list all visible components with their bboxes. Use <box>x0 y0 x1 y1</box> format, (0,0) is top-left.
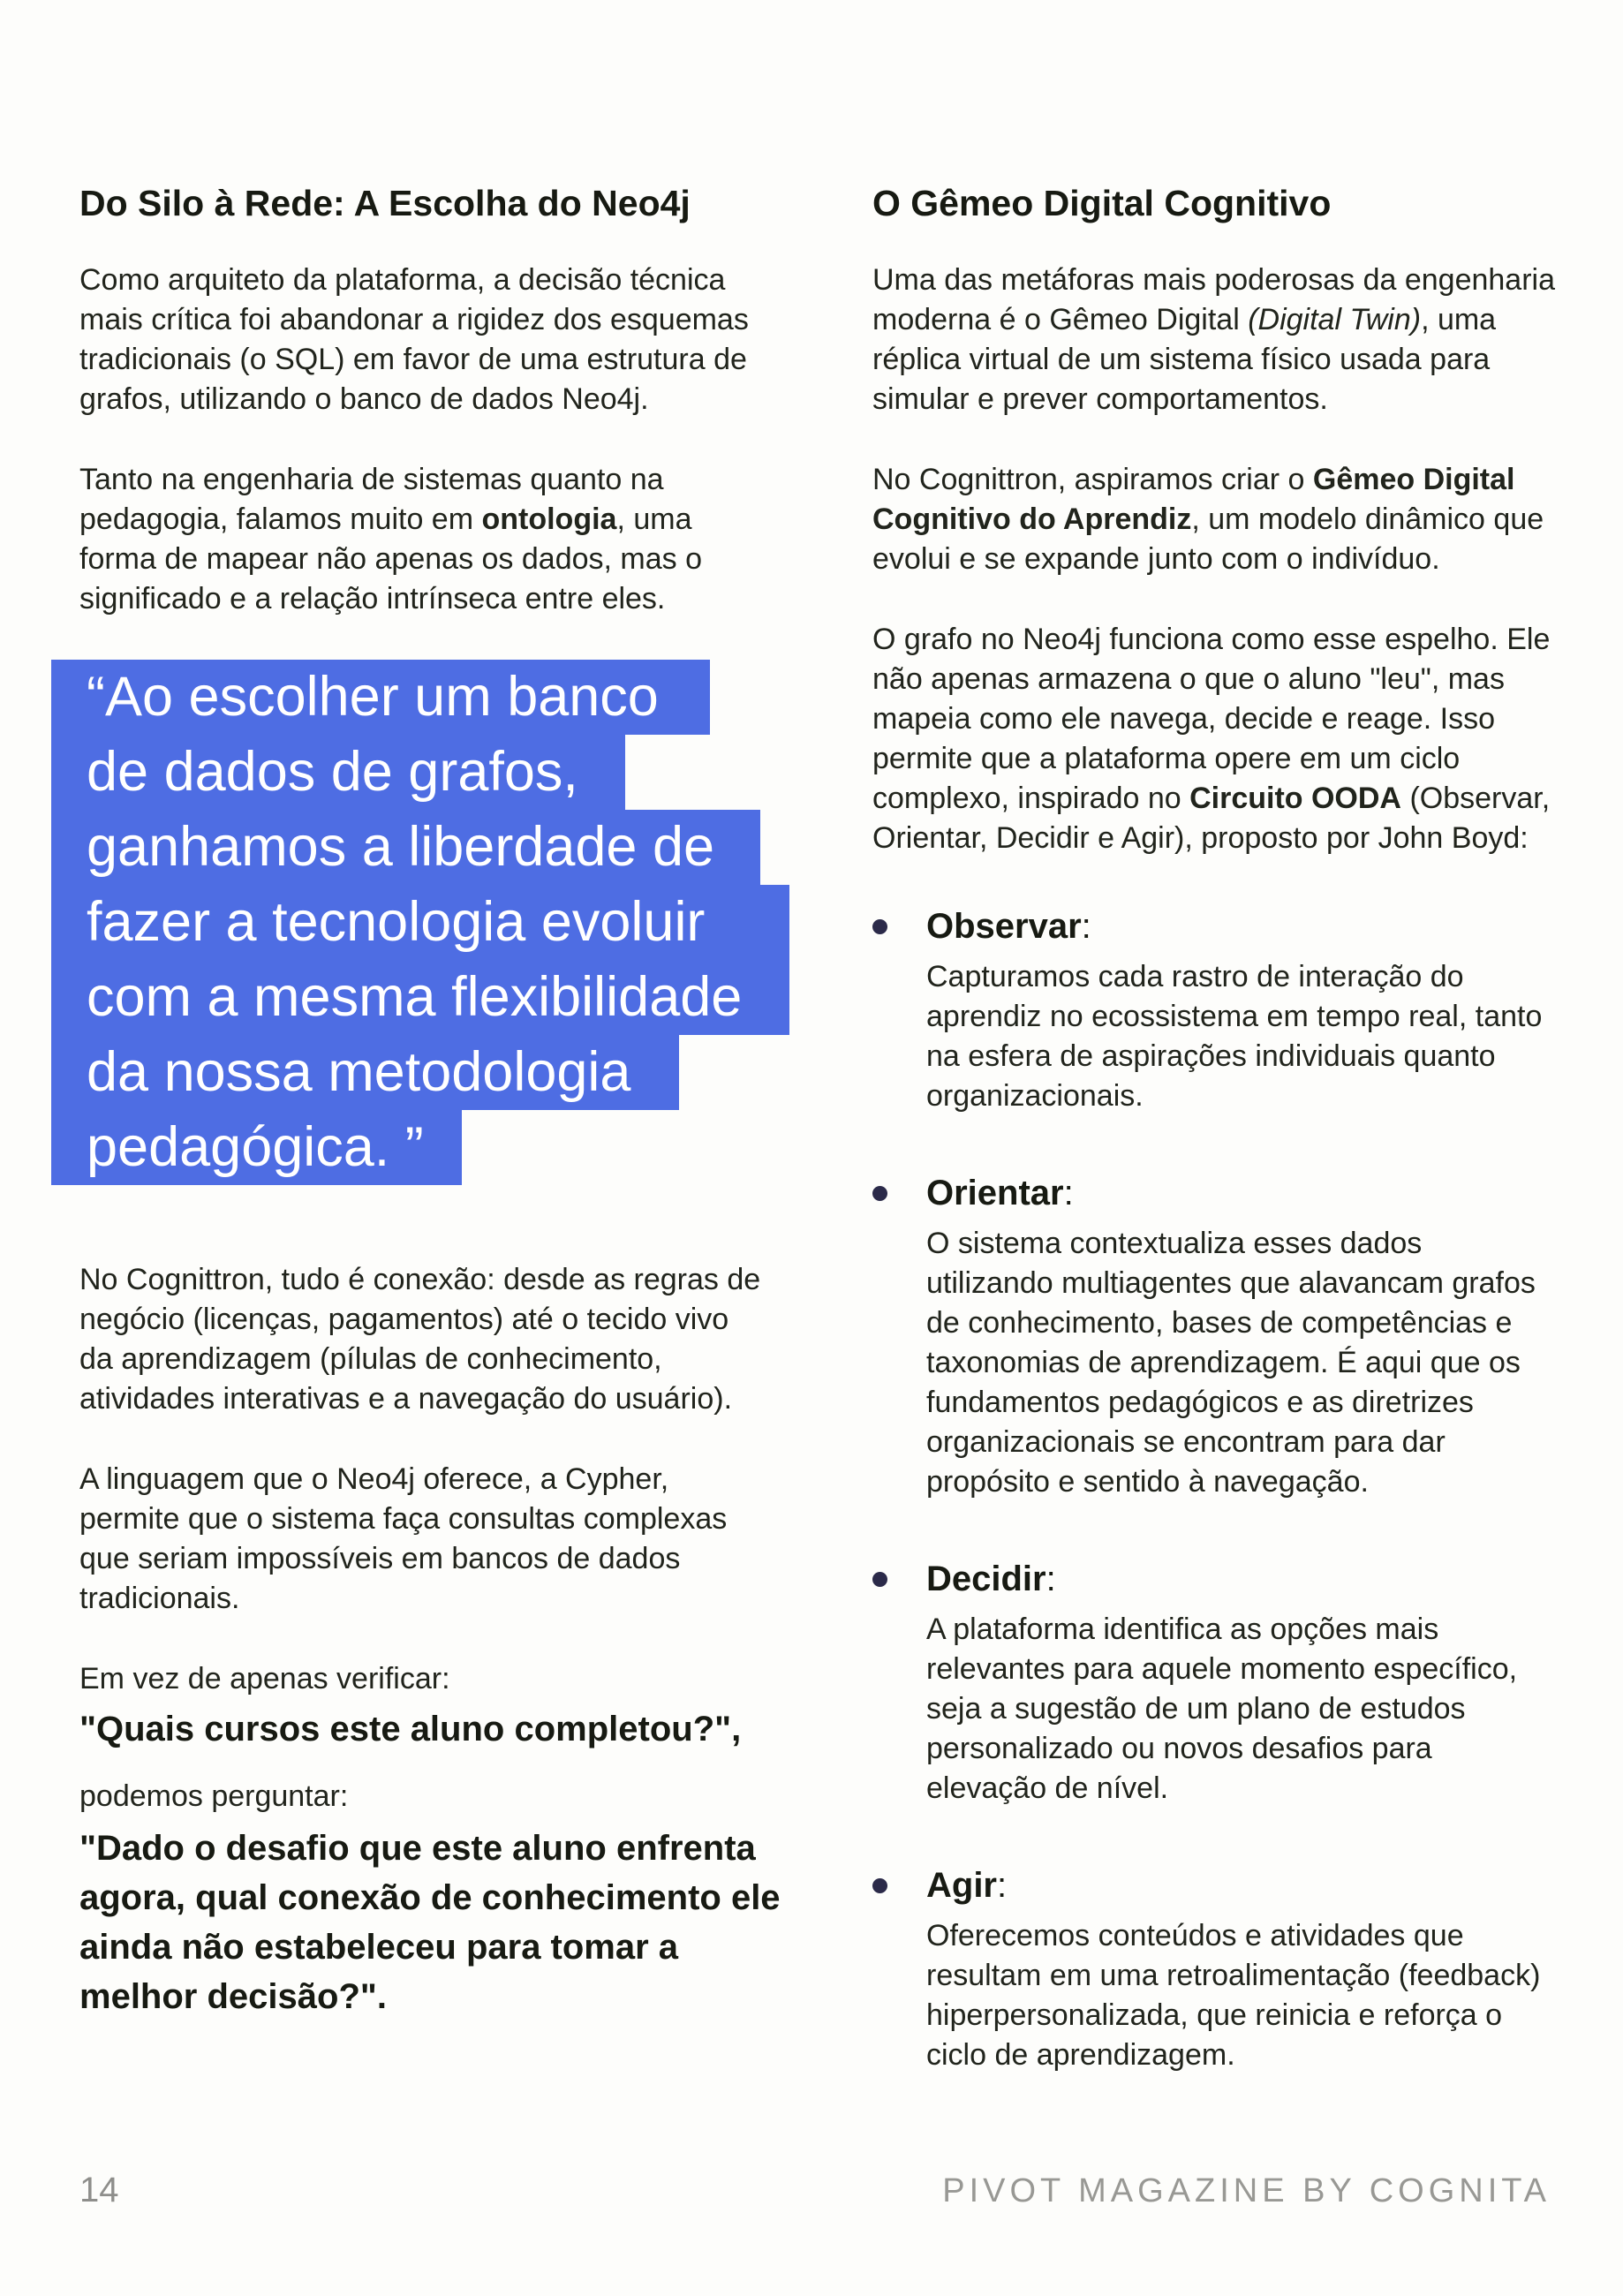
bullet-description: Oferecemos conteúdos e atividades que resultam em uma retroalimentação (feedback) hiperpersonalizada, que reinicia e reforça o ciclo de aprendizagem. <box>926 1919 1541 2072</box>
ooda-bullet-list <box>872 904 1570 2075</box>
bullet-dot-icon <box>872 1186 887 1201</box>
quote-line: fazer a tecnologia evoluir <box>51 885 789 960</box>
left-column <box>79 181 781 2130</box>
lead-in-ask: podemos perguntar: <box>79 1779 349 1813</box>
left-section-heading: Do Silo à Rede: A Escolha do Neo4j <box>79 183 691 223</box>
ooda-bullet-item <box>872 1557 1570 1809</box>
quote-line: ganhamos a liberdade de <box>51 810 760 885</box>
right-column <box>872 181 1570 2130</box>
right-paragraph-2: No Cognittron, aspiramos criar o Gêmeo Digital Cognitivo do Aprendiz, um modelo dinâmico que evolui e se expande junto com o indivíduo. <box>872 463 1544 576</box>
bullet-dot-icon <box>872 919 887 934</box>
bullet-term: Orientar: <box>926 1174 1074 1212</box>
right-paragraph-1: Uma das metáforas mais poderosas da engenharia moderna é o Gêmeo Digital (Digital Twin), uma réplica virtual de um sistema físico usada para simular e prever comportamentos. <box>872 263 1555 416</box>
magazine-brand: PIVOT MAGAZINE BY COGNITA <box>942 2172 1551 2209</box>
ooda-bullet-item <box>872 1863 1570 2075</box>
quote-line: pedagógica. ” <box>51 1110 462 1185</box>
left-paragraph-2: Tanto na engenharia de sistemas quanto na pedagogia, falamos muito em ontologia, uma forma de mapear não apenas os dados, mas o significado e a relação intrínseca entre eles. <box>79 463 702 616</box>
bullet-body <box>926 1557 1544 1809</box>
ooda-bullet-item <box>872 904 1570 1116</box>
left-paragraph-1: Como arquiteto da plataforma, a decisão técnica mais crítica foi abandonar a rigidez dos esquemas tradicionais (o SQL) em favor de uma estrutura de grafos, utilizando o banco de dados Neo4j. <box>79 263 749 416</box>
bullet-description: A plataforma identifica as opções mais relevantes para aquele momento específico, seja a sugestão de um plano de estudos personalizado ou novos desafios para elevação de nível. <box>926 1612 1518 1805</box>
bullet-description: Capturamos cada rastro de interação do aprendiz no ecossistema em tempo real, tanto na esfera de aspirações individuais quanto organizacionais. <box>926 960 1543 1113</box>
example-question-simple: "Quais cursos este aluno completou?", <box>79 1710 742 1748</box>
bullet-body <box>926 1863 1544 2075</box>
right-paragraph-3: O grafo no Neo4j funciona como esse espelho. Ele não apenas armazena o que o aluno "leu", mas mapeia como ele navega, decide e reage. Isso permite que a plataforma opere em um ciclo complexo, inspirado no Circuito OODA (Observar, Orientar, Decidir e Agir), proposto por John Boyd: <box>872 623 1551 855</box>
bullet-description: O sistema contextualiza esses dados utilizando multiagentes que alavancam grafos de conhecimento, bases de competências e taxonomias de aprendizagem. É aqui que os fundamentos pedagógicos e as diretrizes organizacionais se encontram para dar propósito e sentido à navegação. <box>926 1227 1536 1499</box>
bullet-term: Decidir: <box>926 1560 1056 1598</box>
example-question-complex: "Dado o desafio que este aluno enfrenta agora, qual conexão de conhecimento ele ainda não estabeleceu para tomar a melhor decisão?". <box>79 1829 781 2016</box>
quote-line: com a mesma flexibilidade <box>51 960 789 1035</box>
bullet-dot-icon <box>872 1878 887 1893</box>
quote-line: de dados de grafos, <box>51 735 625 810</box>
pull-quote-highlight <box>51 660 768 1185</box>
left-paragraph-4: A linguagem que o Neo4j oferece, a Cypher, permite que o sistema faça consultas complexas que seriam impossíveis em bancos de dados tradicionais. <box>79 1462 728 1615</box>
right-section-heading: O Gêmeo Digital Cognitivo <box>872 183 1332 223</box>
page-footer <box>79 2171 1551 2210</box>
ooda-bullet-item <box>872 1171 1570 1502</box>
page-number: 14 <box>79 2171 119 2209</box>
lead-in-verify: Em vez de apenas verificar: <box>79 1662 450 1696</box>
quote-line: “Ao escolher um banco <box>51 660 710 735</box>
bullet-term: Agir: <box>926 1866 1008 1905</box>
bullet-dot-icon <box>872 1572 887 1587</box>
left-paragraph-3: No Cognittron, tudo é conexão: desde as regras de negócio (licenças, pagamentos) até o tecido vivo da aprendizagem (pílulas de conhecimento, atividades interativas e a navegação do usuário). <box>79 1263 761 1416</box>
bullet-body <box>926 904 1544 1116</box>
bullet-term: Observar: <box>926 907 1091 946</box>
quote-line: da nossa metodologia <box>51 1035 679 1110</box>
bullet-body <box>926 1171 1544 1502</box>
